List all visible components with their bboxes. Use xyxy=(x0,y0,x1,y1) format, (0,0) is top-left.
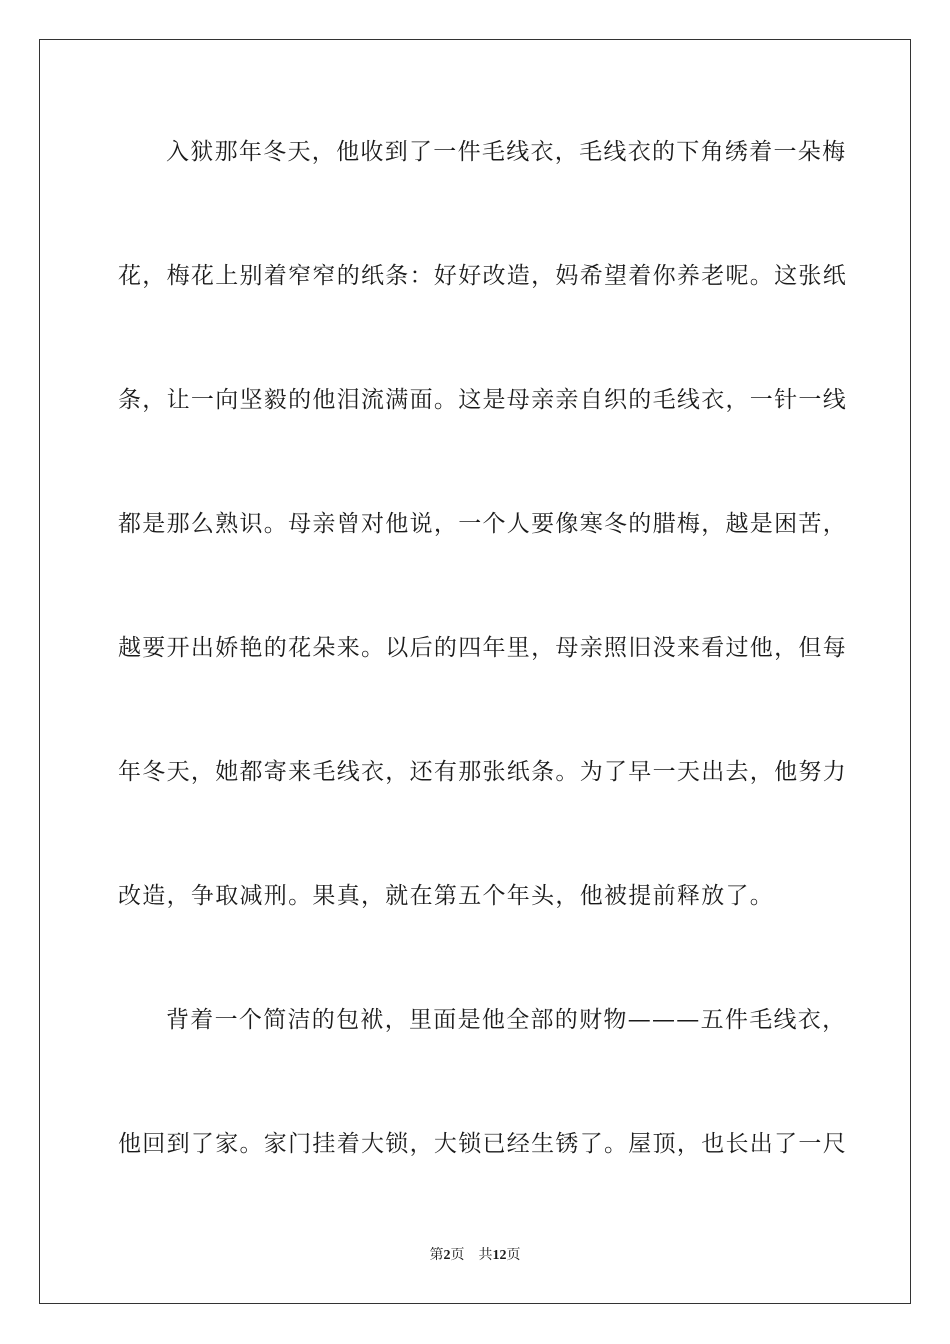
paragraph-1-line-3: 条，让一向坚毅的他泪流满面。这是母亲亲自织的毛线衣，一针一线 xyxy=(118,387,847,413)
total-prefix: 共 xyxy=(478,1248,493,1263)
paragraph-2-line-2: 他回到了家。家门挂着大锁，大锁已经生锈了。屋顶，也长出了一尺 xyxy=(118,1131,847,1157)
page-footer xyxy=(0,1247,950,1265)
page-current: 2 xyxy=(443,1248,451,1263)
paragraph-1-line-6: 年冬天，她都寄来毛线衣，还有那张纸条。为了早一天出去，他努力 xyxy=(118,759,847,785)
paragraph-1-line-5: 越要开出娇艳的花朵来。以后的四年里，母亲照旧没来看过他，但每 xyxy=(118,635,847,661)
page-frame xyxy=(39,39,911,1304)
paragraph-1-line-2: 花，梅花上别着窄窄的纸条：好好改造，妈希望着你养老呢。这张纸 xyxy=(118,263,847,289)
paragraph-2-line-1: 背着一个简洁的包袱，里面是他全部的财物———五件毛线衣， xyxy=(166,1007,847,1033)
paragraph-1-line-4: 都是那么熟识。母亲曾对他说，一个人要像寒冬的腊梅，越是困苦， xyxy=(118,511,847,537)
paragraph-1-line-7: 改造，争取减刑。果真，就在第五个年头，他被提前释放了。 xyxy=(118,883,775,909)
page-prefix: 第 xyxy=(429,1248,444,1263)
paragraph-1-line-1: 入狱那年冬天，他收到了一件毛线衣，毛线衣的下角绣着一朵梅 xyxy=(166,139,847,165)
total-suffix: 页 xyxy=(506,1248,521,1263)
page-suffix: 页 xyxy=(450,1248,465,1263)
page-total: 12 xyxy=(492,1248,507,1263)
